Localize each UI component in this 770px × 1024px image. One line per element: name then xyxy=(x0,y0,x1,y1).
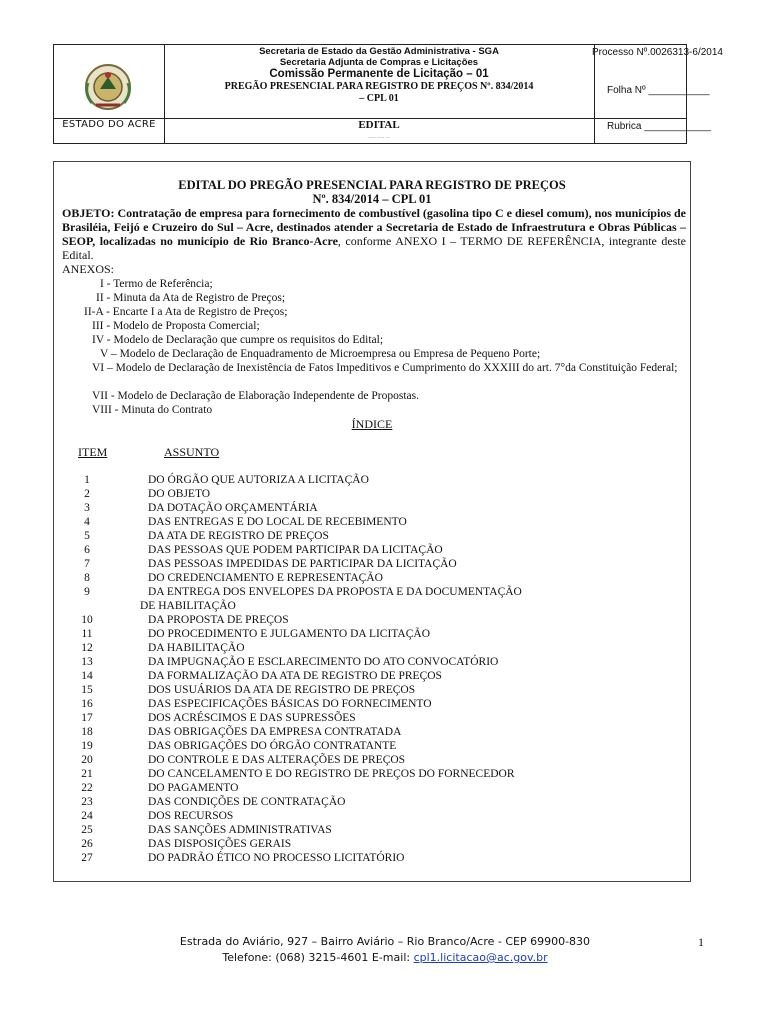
item-subject: DAS SANÇÕES ADMINISTRATIVAS xyxy=(148,824,332,836)
divider: — — – xyxy=(368,133,390,141)
anexo-item: VII - Modelo de Declaração de Elaboração Independente de Propostas. xyxy=(92,390,419,402)
item-subject: DO OBJETO xyxy=(148,488,211,500)
item-subject: DAS ENTREGAS E DO LOCAL DE RECEBIMENTO xyxy=(148,516,407,528)
item-subject: DO CONTROLE E DAS ALTERAÇÕES DE PREÇOS xyxy=(148,754,406,766)
indice-row xyxy=(62,753,682,767)
item-number: 1 xyxy=(84,474,90,486)
item-subject: DO CANCELAMENTO E DO REGISTRO DE PREÇOS DO FORNECEDOR xyxy=(148,768,515,780)
item-subject: DO PROCEDIMENTO E JULGAMENTO DA LICITAÇÃO xyxy=(148,628,430,640)
item-number: 15 xyxy=(81,684,93,696)
anexos-heading: ANEXOS: xyxy=(62,262,115,276)
item-number: 4 xyxy=(84,516,90,528)
item-number: 14 xyxy=(81,670,93,682)
indice-row xyxy=(62,487,682,501)
item-subject: DA DOTAÇÃO ORÇAMENTÁRIA xyxy=(148,502,318,514)
item-number: 20 xyxy=(81,754,93,766)
item-number: 9 xyxy=(84,586,90,598)
acre-coat-of-arms-icon xyxy=(80,59,136,115)
edital-content-box xyxy=(53,161,691,882)
edital-title: EDITAL DO PREGÃO PRESENCIAL PARA REGISTRO DE PREÇOS xyxy=(178,178,566,192)
item-number: 13 xyxy=(81,656,93,668)
cpl-line: – CPL 01 xyxy=(359,93,399,104)
comissao-line: Comissão Permanente de Licitação – 01 xyxy=(269,68,489,80)
item-number: 7 xyxy=(84,558,90,570)
item-number: 10 xyxy=(81,614,93,626)
footer-address: Estrada do Aviário, 927 – Bairro Aviário – Rio Branco/Acre - CEP 69900-830 xyxy=(179,935,591,948)
edital-label: EDITAL xyxy=(358,119,400,131)
item-subject: DA FORMALIZAÇÃO DA ATA DE REGISTRO DE PREÇOS xyxy=(148,670,442,682)
header-logo-cell xyxy=(54,45,165,143)
item-number: 5 xyxy=(84,530,90,542)
indice-row xyxy=(62,739,682,753)
indice-row xyxy=(62,711,682,725)
item-subject: DA ATA DE REGISTRO DE PREÇOS xyxy=(148,530,329,542)
indice-row xyxy=(62,613,682,627)
anexo-item: VI – Modelo de Declaração de Inexistência de Fatos Impeditivos e Cumprimento do XXXIII do art. 7°da Constituição Federal; xyxy=(92,362,678,374)
indice-row xyxy=(62,641,682,655)
item-subject: DO PADRÃO ÉTICO NO PROCESSO LICITATÓRIO xyxy=(148,852,405,864)
indice-row xyxy=(62,851,682,865)
indice-row xyxy=(62,557,682,571)
indice-row xyxy=(62,473,682,487)
secretaria-line: Secretaria de Estado da Gestão Administrativa - SGA xyxy=(259,46,499,57)
indice-row xyxy=(62,837,682,851)
indice-row xyxy=(62,515,682,529)
footer-phone: Telefone: (068) 3215-4601 E-mail: xyxy=(222,951,414,964)
item-subject: DA ENTREGA DOS ENVELOPES DA PROPOSTA E DA DOCUMENTAÇÃO xyxy=(148,586,522,598)
assunto-column-header: ASSUNTO xyxy=(164,445,220,459)
indice-row xyxy=(62,781,682,795)
item-subject: DA PROPOSTA DE PREÇOS xyxy=(148,614,289,626)
item-subject: DAS PESSOAS QUE PODEM PARTICIPAR DA LICITAÇÃO xyxy=(148,544,443,556)
rubrica-field: Rubrica ____________ xyxy=(607,121,711,132)
item-number: 23 xyxy=(81,796,93,808)
indice-row xyxy=(62,543,682,557)
item-number: 26 xyxy=(81,838,93,850)
item-subject: DAS CONDIÇÕES DE CONTRATAÇÃO xyxy=(148,796,346,808)
item-number: 19 xyxy=(81,740,93,752)
item-number: 22 xyxy=(81,782,93,794)
indice-row xyxy=(62,767,682,781)
item-number: 11 xyxy=(81,628,93,640)
indice-row xyxy=(62,655,682,669)
indice-row xyxy=(62,809,682,823)
processo-number: Processo Nº.0026313-6/2014 xyxy=(592,47,723,58)
footer-contact xyxy=(0,951,770,964)
document-header xyxy=(53,44,723,144)
header-process-cell xyxy=(592,45,723,143)
indice-row xyxy=(62,669,682,683)
item-subject: DOS ACRÉSCIMOS E DAS SUPRESSÕES xyxy=(148,712,356,724)
indice-row xyxy=(62,697,682,711)
indice-row xyxy=(62,823,682,837)
item-subject: DAS OBRIGAÇÕES DA EMPRESA CONTRATADA xyxy=(148,726,402,738)
anexo-item: II - Minuta da Ata de Registro de Preços; xyxy=(96,292,286,304)
item-subject: DO PAGAMENTO xyxy=(148,782,239,794)
item-number: 25 xyxy=(81,824,93,836)
item-number: 21 xyxy=(81,768,93,780)
item-subject: DO ÓRGÃO QUE AUTORIZA A LICITAÇÃO xyxy=(148,474,369,486)
item-subject: DA HABILITAÇÃO xyxy=(148,642,245,654)
item-number: 17 xyxy=(81,712,93,724)
objeto-bold-text: OBJETO: Contratação de empresa para fornecimento de combustível (gasolina tipo C e diesel comum), nos municípios de Brasiléia, Feijó e Cruzeiro do Sul – Acre, destinados atender a Secretaria de Estado de Infraestrutura e Obras Públicas – SEOP, localizadas no município de Rio Branco-Acre xyxy=(62,206,686,248)
anexo-item: III - Modelo de Proposta Comercial; xyxy=(92,320,260,332)
item-number: 2 xyxy=(84,488,90,500)
objeto-paragraph xyxy=(62,206,686,262)
header-title-cell xyxy=(164,45,595,143)
edital-number: Nº. 834/2014 – CPL 01 xyxy=(312,192,432,206)
item-subject: DOS RECURSOS xyxy=(148,810,234,822)
indice-row xyxy=(62,585,682,599)
item-number: 12 xyxy=(81,642,93,654)
item-subject: DO CREDENCIAMENTO E REPRESENTAÇÃO xyxy=(148,572,383,584)
item-number: 18 xyxy=(81,726,93,738)
divider xyxy=(54,118,686,119)
indice-row xyxy=(62,627,682,641)
item-subject: DA IMPUGNAÇÃO E ESCLARECIMENTO DO ATO CONVOCATÓRIO xyxy=(148,656,499,668)
state-name: ESTADO DO ACRE xyxy=(62,119,156,130)
item-subject: DAS DISPOSIÇÕES GERAIS xyxy=(148,838,292,850)
pregao-line: PREGÃO PRESENCIAL PARA REGISTRO DE PREÇOS Nº. 834/2014 xyxy=(224,81,534,92)
item-number: 8 xyxy=(84,572,90,584)
objeto-rest-text: , conforme ANEXO I – TERMO DE REFERÊNCIA, integrante deste Edital. xyxy=(62,234,686,262)
anexo-item: I - Termo de Referência; xyxy=(100,278,213,290)
indice-row xyxy=(62,529,682,543)
anexo-item: II-A - Encarte I a Ata de Registro de Preços; xyxy=(84,306,288,318)
item-subject: DAS PESSOAS IMPEDIDAS DE PARTICIPAR DA LICITAÇÃO xyxy=(148,558,457,570)
email-link[interactable]: cpl1.licitacao@ac.gov.br xyxy=(413,951,548,964)
item-column-header: ITEM xyxy=(78,445,108,459)
item-subject: DE HABILITAÇÃO xyxy=(140,600,236,612)
item-number: 6 xyxy=(84,544,90,556)
indice-row xyxy=(62,683,682,697)
indice-row xyxy=(62,571,682,585)
item-number: 24 xyxy=(81,810,93,822)
indice-row xyxy=(62,501,682,515)
indice-row xyxy=(62,725,682,739)
anexo-item: IV - Modelo de Declaração que cumpre os requisitos do Edital; xyxy=(92,334,384,346)
item-subject: DAS ESPECIFICAÇÕES BÁSICAS DO FORNECIMENTO xyxy=(148,698,432,710)
indice-row xyxy=(62,795,682,809)
indice-heading: ÍNDICE xyxy=(351,417,393,431)
anexo-item: V – Modelo de Declaração de Enquadramento de Microempresa ou Empresa de Pequeno Porte; xyxy=(100,348,541,360)
item-number: 27 xyxy=(81,852,93,864)
item-subject: DAS OBRIGAÇÕES DO ÓRGÃO CONTRATANTE xyxy=(148,740,397,752)
item-number: 3 xyxy=(84,502,90,514)
secretaria-adjunta-line: Secretaria Adjunta de Compras e Licitações xyxy=(279,57,479,68)
item-subject: DOS USUÁRIOS DA ATA DE REGISTRO DE PREÇOS xyxy=(148,684,416,696)
page-number: 1 xyxy=(698,935,704,949)
indice-row xyxy=(62,599,682,613)
folha-field: Folha Nº ___________ xyxy=(607,85,710,96)
anexo-item: VIII - Minuta do Contrato xyxy=(92,404,213,416)
item-number: 16 xyxy=(81,698,93,710)
